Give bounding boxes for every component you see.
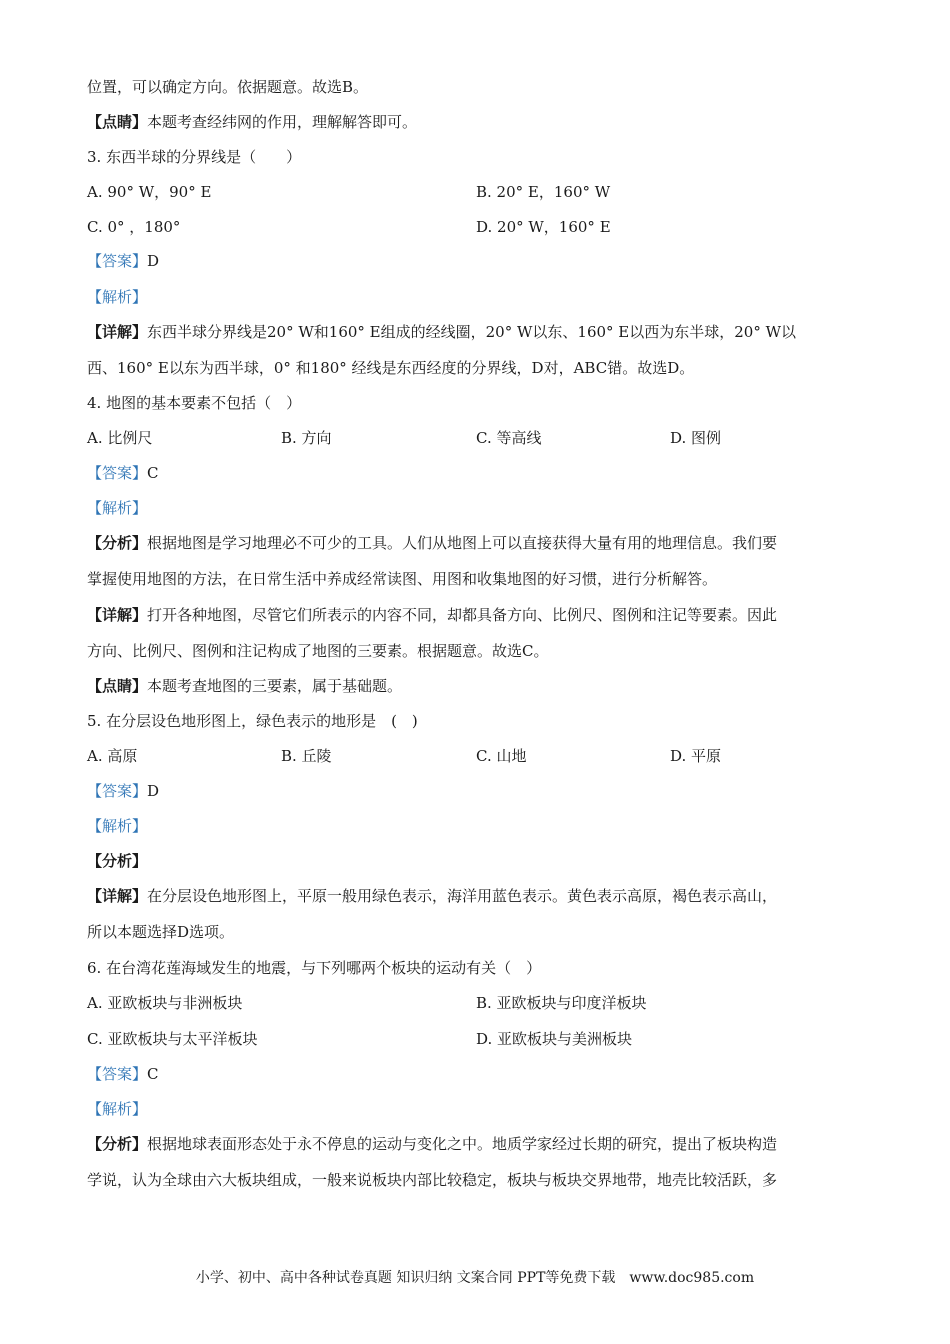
- q6-option-a: A. 亚欧板块与非洲板块: [87, 994, 243, 1012]
- detail-label: 【详解】: [87, 606, 148, 624]
- text-line: 位置，可以确定方向。依据题意。故选B。: [87, 78, 369, 96]
- q5-option-b: B. 丘陵: [281, 747, 332, 765]
- answer-value: C: [147, 1065, 159, 1083]
- detail-text: 东西半球分界线是20° W和160° E组成的经线圈，20° W以东、160° E以西为东半球，20° W以: [147, 323, 797, 341]
- q5-analysis: 【分析】: [87, 852, 148, 870]
- q6-analysis-label: 【解析】: [87, 1100, 148, 1118]
- q6-analysis-1: [87, 1133, 777, 1155]
- q6-option-b: B. 亚欧板块与印度洋板块: [476, 994, 647, 1012]
- q5-option-d: D. 平原: [670, 747, 722, 765]
- comment-label: 【点睛】: [87, 113, 148, 131]
- q3-option-b: B. 20° E，160° W: [476, 183, 611, 201]
- detail-text: 在分层设色地形图上，平原一般用绿色表示，海洋用蓝色表示。黄色表示高原，褐色表示高山，: [147, 887, 778, 905]
- q4-analysis-2: 掌握使用地图的方法，在日常生活中养成经常读图、用图和收集地图的好习惯，进行分析解答。: [87, 570, 718, 588]
- q6-analysis-2: 学说，认为全球由六大板块组成，一般来说板块内部比较稳定，板块与板块交界地带，地壳比较活跃，多: [87, 1171, 778, 1189]
- q6-answer: [87, 1063, 159, 1085]
- q5-analysis-label: 【解析】: [87, 817, 148, 835]
- comment-text: 本题考查经纬网的作用，理解解答即可。: [147, 113, 418, 131]
- q3-option-d: D. 20° W，160° E: [476, 218, 611, 236]
- analysis-label: 【分析】: [87, 1135, 148, 1153]
- comment-label: 【点睛】: [87, 677, 148, 695]
- q3-analysis-label: 【解析】: [87, 288, 148, 306]
- answer-label: 【答案】: [87, 1065, 148, 1083]
- q3-detail-1: [87, 321, 796, 343]
- q5-detail-1: [87, 885, 777, 907]
- q4-option-a: A. 比例尺: [87, 429, 153, 447]
- question-6: 6. 在台湾花莲海域发生的地震，与下列哪两个板块的运动有关（ ）: [87, 959, 542, 977]
- q4-detail-2: 方向、比例尺、图例和注记构成了地图的三要素。根据题意。故选C。: [87, 642, 549, 660]
- question-3: 3. 东西半球的分界线是（ ）: [87, 148, 302, 166]
- detail-text: 打开各种地图，尽管它们所表示的内容不同，却都具备方向、比例尺、图例和注记等要素。因此: [147, 606, 778, 624]
- q4-detail-1: [87, 604, 777, 626]
- q4-analysis-1: [87, 532, 777, 554]
- q5-answer: [87, 780, 159, 802]
- page-footer: 小学、初中、高中各种试卷真题 知识归纳 文案合同 PPT等免费下载 www.doc985.com: [195, 1270, 755, 1286]
- q4-option-b: B. 方向: [281, 429, 332, 447]
- q3-answer: [87, 250, 159, 272]
- detail-label: 【详解】: [87, 323, 148, 341]
- q3-option-a: A. 90° W，90° E: [87, 183, 212, 201]
- answer-value: D: [147, 252, 160, 270]
- q5-option-a: A. 高原: [87, 747, 138, 765]
- answer-value: D: [147, 782, 160, 800]
- q3-detail-2: 西、160° E以东为西半球，0° 和180° 经线是东西经度的分界线，D对，ABC错。故选D。: [87, 359, 695, 377]
- q6-option-d: D. 亚欧板块与美洲板块: [476, 1030, 633, 1048]
- q4-comment: [87, 675, 402, 697]
- q4-answer: [87, 462, 159, 484]
- comment-text: 本题考查地图的三要素，属于基础题。: [147, 677, 403, 695]
- q3-option-c: C. 0° ，180°: [87, 218, 181, 236]
- q4-option-c: C. 等高线: [476, 429, 542, 447]
- detail-label: 【详解】: [87, 887, 148, 905]
- analysis-label: 【分析】: [87, 534, 148, 552]
- question-4: 4. 地图的基本要素不包括（ ）: [87, 394, 302, 412]
- answer-label: 【答案】: [87, 252, 148, 270]
- question-5: 5. 在分层设色地形图上，绿色表示的地形是 ( ): [87, 712, 418, 730]
- analysis-text: 根据地图是学习地理必不可少的工具。人们从地图上可以直接获得大量有用的地理信息。我们要: [147, 534, 778, 552]
- q6-option-c: C. 亚欧板块与太平洋板块: [87, 1030, 258, 1048]
- answer-value: C: [147, 464, 159, 482]
- q4-analysis-label: 【解析】: [87, 499, 148, 517]
- q4-option-d: D. 图例: [670, 429, 722, 447]
- analysis-text: 根据地球表面形态处于永不停息的运动与变化之中。地质学家经过长期的研究，提出了板块构造: [147, 1135, 778, 1153]
- answer-label: 【答案】: [87, 782, 148, 800]
- answer-label: 【答案】: [87, 464, 148, 482]
- q5-detail-2: 所以本题选择D选项。: [87, 923, 235, 941]
- q5-option-c: C. 山地: [476, 747, 527, 765]
- comment-line: [87, 111, 417, 133]
